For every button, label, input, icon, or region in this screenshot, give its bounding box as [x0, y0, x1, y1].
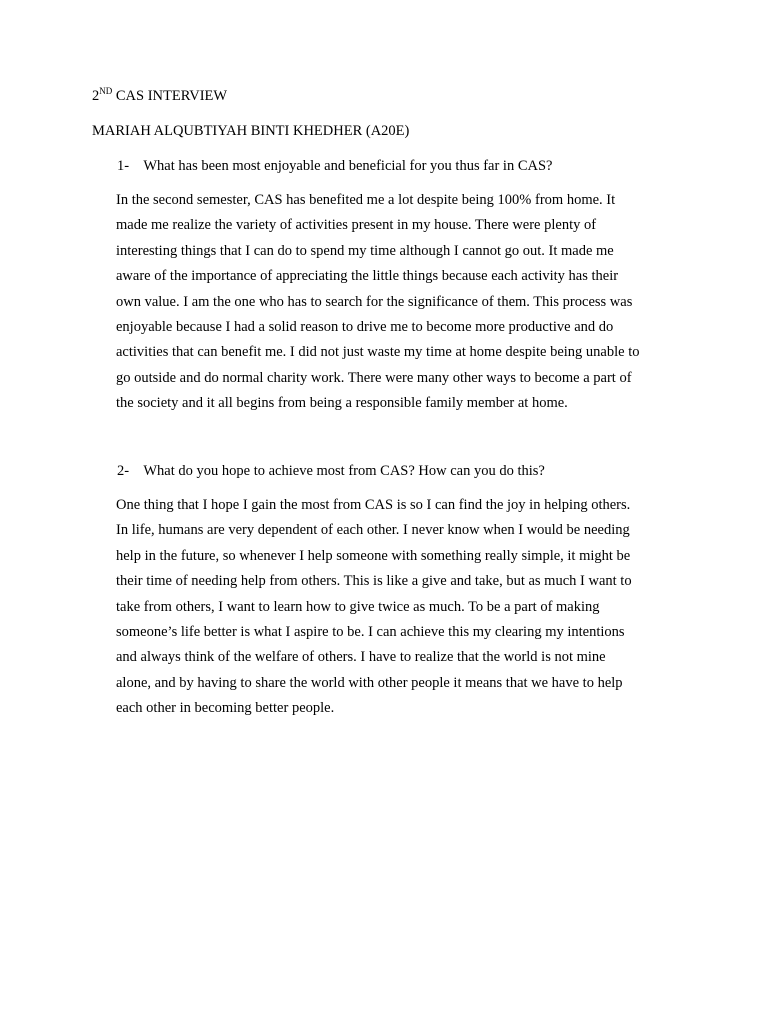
answer-line: take from others, I want to learn how to give twice as much. To be a part of making: [116, 598, 600, 615]
answer-line: made me realize the variety of activities present in my house. There were plenty of: [116, 217, 597, 234]
answer-line: each other in becoming better people.: [116, 700, 335, 717]
answer-line: One thing that I hope I gain the most from CAS is so I can find the joy in helping others.: [116, 497, 631, 513]
answer-line: In life, humans are very dependent of each other. I never know when I would be needing: [116, 522, 630, 539]
question-2-number: 2-: [117, 463, 130, 479]
answer-line: own value. I am the one who has to search for the significance of them. This process was: [116, 293, 633, 310]
question-2-text: What do you hope to achieve most from CAS? How can you do this?: [143, 463, 545, 479]
question-1-text: What has been most enjoyable and beneficial for you thus far in CAS?: [143, 158, 553, 174]
title-superscript: ND: [99, 86, 113, 96]
title-prefix: 2: [92, 88, 100, 104]
answer-line: and always think of the welfare of others. I have to realize that the world is not mine: [116, 649, 606, 666]
answer-line: enjoyable because I had a solid reason to drive me to become more productive and do: [116, 319, 614, 336]
answer-line: someone’s life better is what I aspire to be. I can achieve this my clearing my intentions: [116, 624, 625, 641]
answer-line: In the second semester, CAS has benefited me a lot despite being 100% from home. It: [116, 192, 616, 208]
answer-line: go outside and do normal charity work. There were many other ways to become a part of: [116, 369, 632, 386]
answer-line: their time of needing help from others. This is like a give and take, but as much I want to: [116, 573, 632, 590]
answer-line: interesting things that I can do to spend my time although I cannot go out. It made me: [116, 242, 614, 259]
question-1: [117, 156, 552, 176]
document-title: [92, 86, 227, 106]
answer-line: help in the future, so whenever I help someone with something really simple, it might be: [116, 547, 631, 564]
answer-2: [116, 493, 682, 722]
answer-line: the society and it all begins from being a responsible family member at home.: [116, 395, 568, 412]
answer-line: aware of the importance of appreciating the little things because each activity has their: [116, 268, 619, 285]
answer-line: alone, and by having to share the world with other people it means that we have to help: [116, 674, 623, 691]
title-rest: CAS INTERVIEW: [112, 88, 228, 104]
author-line: MARIAH ALQUBTIYAH BINTI KHEDHER (A20E): [92, 123, 410, 139]
answer-1: [116, 188, 682, 417]
answer-line: activities that can benefit me. I did not just waste my time at home despite being unable to: [116, 344, 640, 361]
question-2: [117, 461, 545, 481]
question-1-number: 1-: [117, 158, 130, 174]
